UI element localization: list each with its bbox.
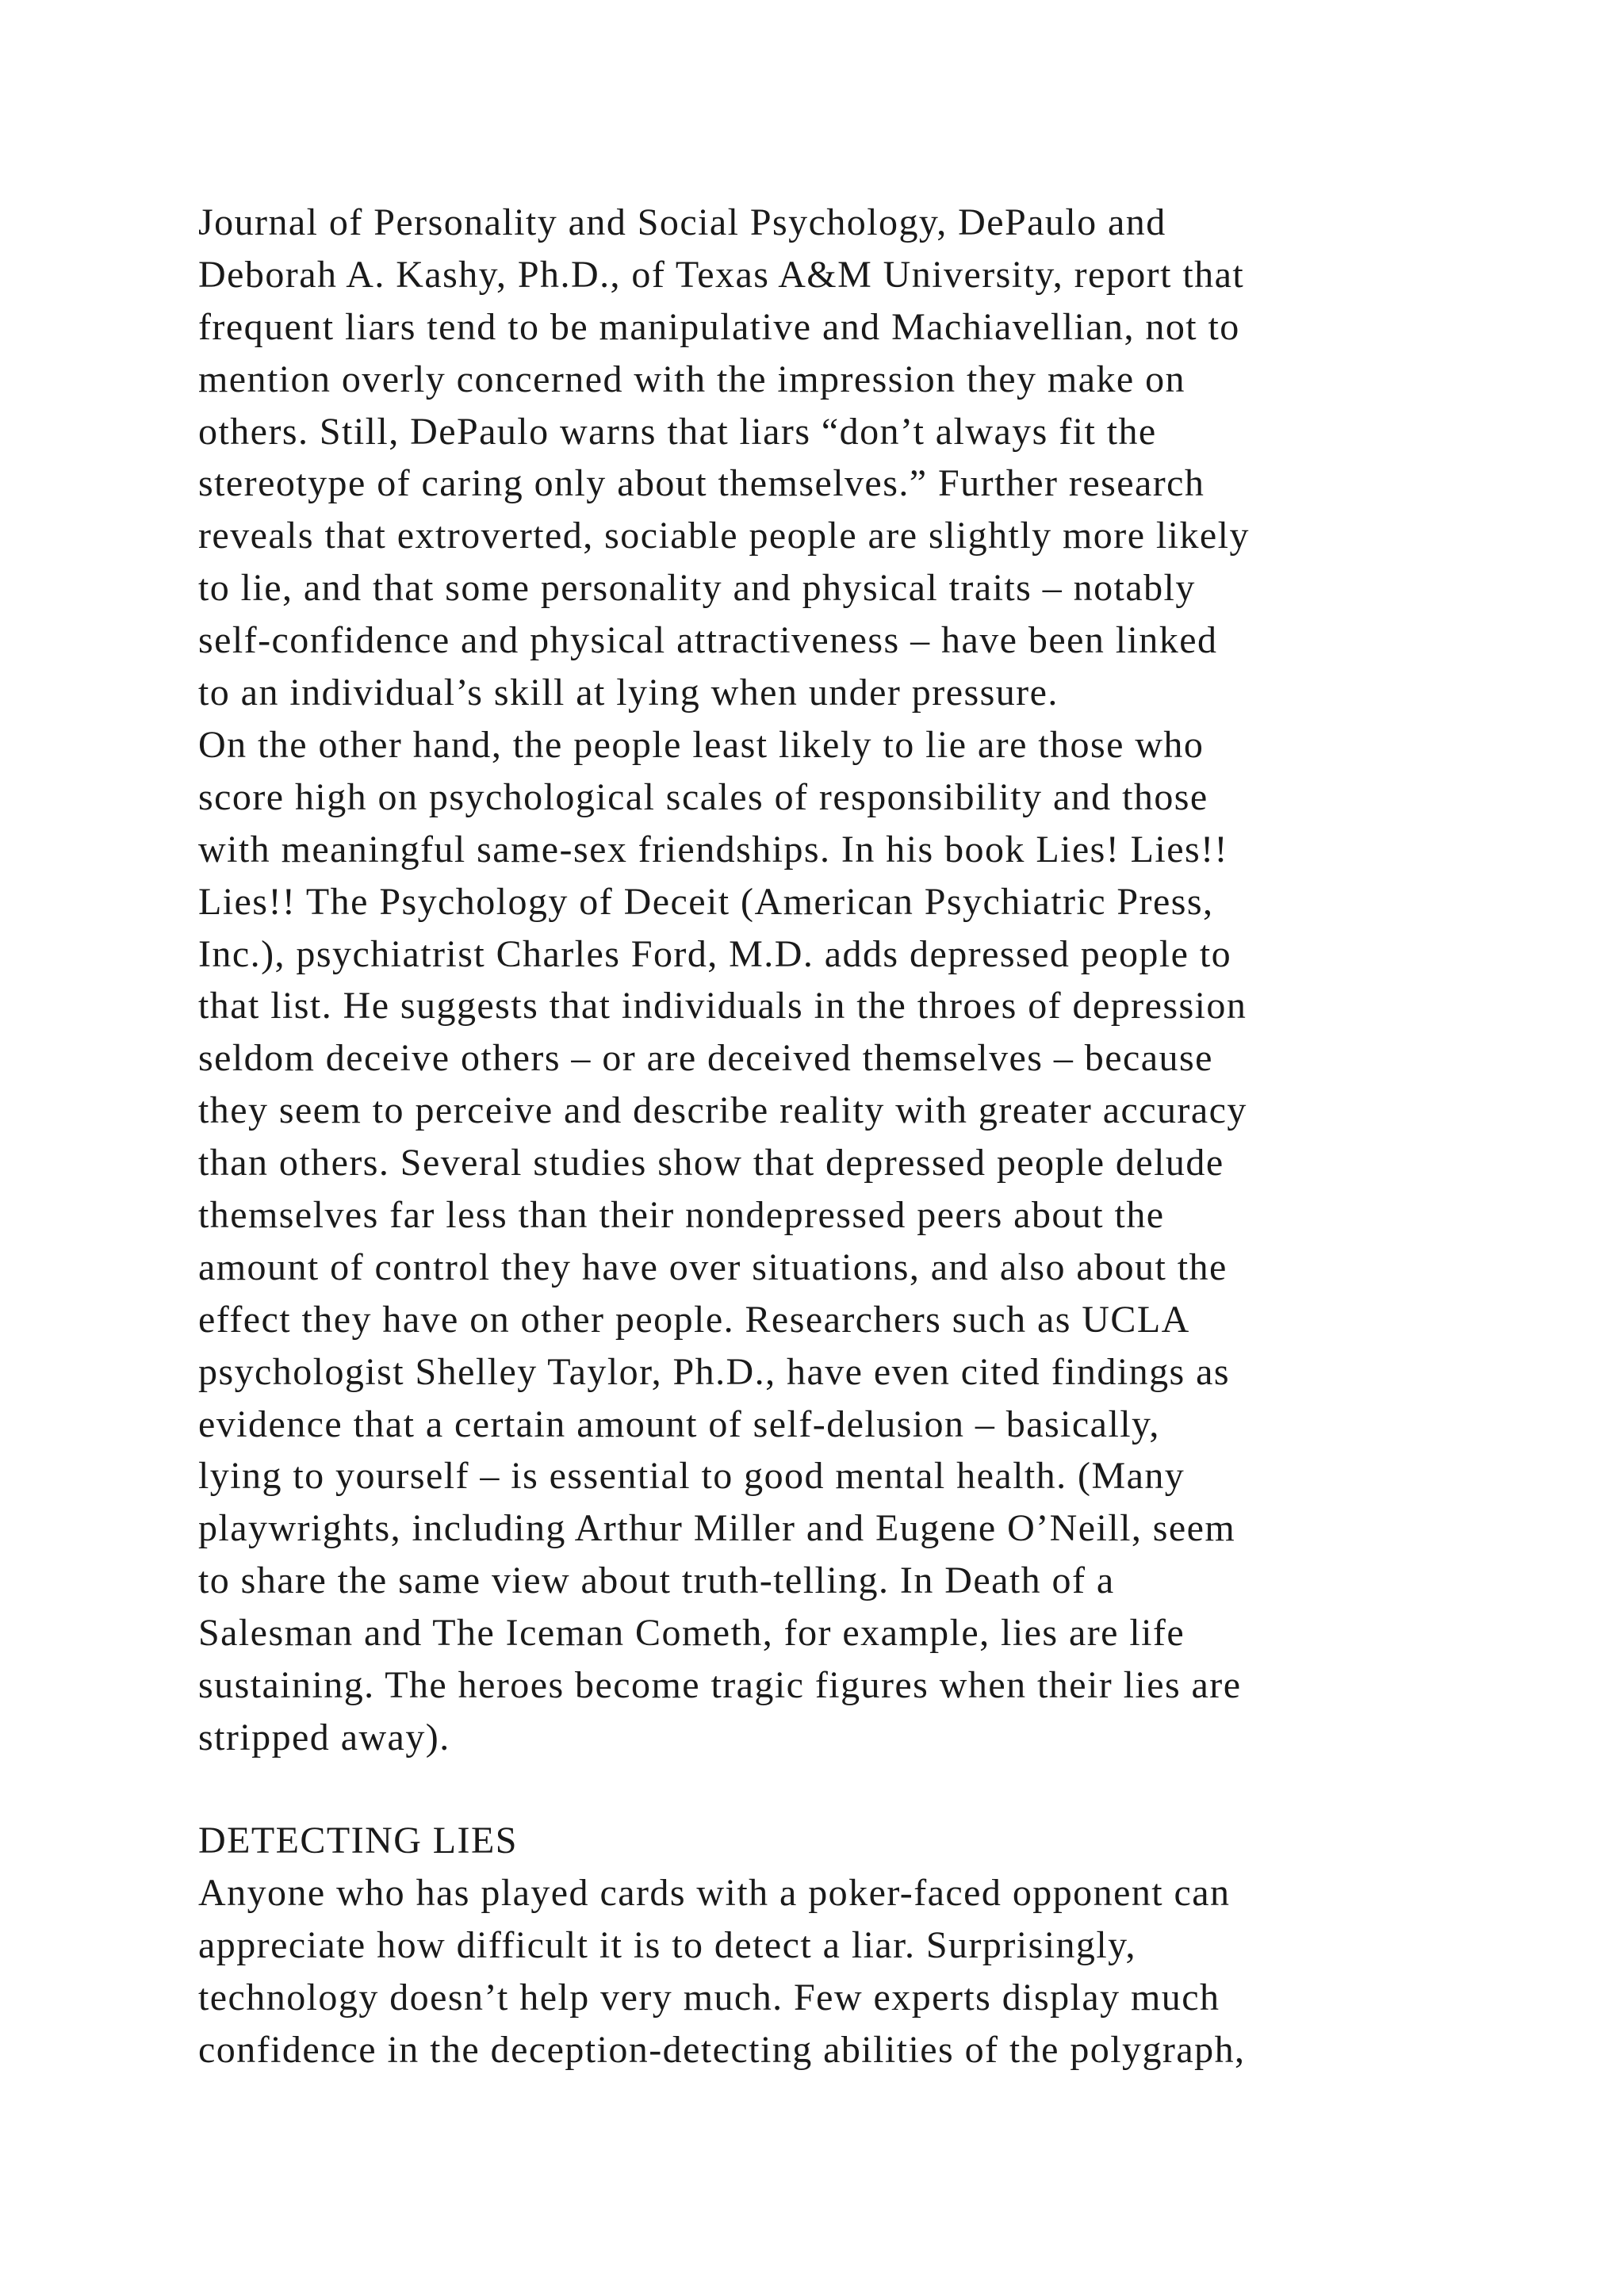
text-line: effect they have on other people. Researchers such as UCLA xyxy=(198,1298,1190,1341)
text-line: Inc.), psychiatrist Charles Ford, M.D. adds depressed people to xyxy=(198,932,1232,975)
text-line: playwrights, including Arthur Miller and Eugene O’Neill, seem xyxy=(198,1507,1236,1550)
paragraph-detecting-lies xyxy=(198,1867,1546,2076)
text-line: psychologist Shelley Taylor, Ph.D., have even cited findings as xyxy=(198,1350,1230,1393)
text-line: Deborah A. Kashy, Ph.D., of Texas A&M University, report that xyxy=(198,253,1245,296)
text-line: Lies!! The Psychology of Deceit (American Psychiatric Press, xyxy=(198,880,1214,923)
text-line: to lie, and that some personality and physical traits – notably xyxy=(198,567,1196,610)
text-line: to share the same view about truth-telling. In Death of a xyxy=(198,1559,1115,1602)
text-line: mention overly concerned with the impression they make on xyxy=(198,358,1186,400)
text-line: that list. He suggests that individuals in the throes of depression xyxy=(198,985,1247,1027)
text-line: evidence that a certain amount of self-delusion – basically, xyxy=(198,1402,1160,1445)
text-line: stripped away). xyxy=(198,1716,450,1758)
text-line: sustaining. The heroes become tragic figures when their lies are xyxy=(198,1664,1242,1707)
text-line: lying to yourself – is essential to good mental health. (Many xyxy=(198,1455,1185,1498)
text-line: frequent liars tend to be manipulative and Machiavellian, not to xyxy=(198,305,1240,348)
paragraph-depaulo-kashy xyxy=(198,197,1546,719)
section-heading xyxy=(198,1815,1546,1867)
text-line: appreciate how difficult it is to detect a liar. Surprisingly, xyxy=(198,1923,1136,1966)
text-line: score high on psychological scales of responsibility and those xyxy=(198,775,1208,818)
text-line: than others. Several studies show that depressed people delude xyxy=(198,1142,1224,1184)
text-line: Salesman and The Iceman Cometh, for example, lies are life xyxy=(198,1612,1185,1655)
paragraph-least-likely-to-lie xyxy=(198,719,1546,1764)
text-line: reveals that extroverted, sociable people are slightly more likely xyxy=(198,515,1250,557)
text-line: themselves far less than their nondepressed peers about the xyxy=(198,1194,1165,1237)
text-line: confidence in the deception-detecting abilities of the polygraph, xyxy=(198,2028,1246,2071)
heading-text: DETECTING LIES xyxy=(198,1820,518,1862)
text-line: others. Still, DePaulo warns that liars “don’t always fit the xyxy=(198,410,1157,453)
text-line: Anyone who has played cards with a poker-faced opponent can xyxy=(198,1872,1231,1914)
text-line: self-confidence and physical attractiveness – have been linked xyxy=(198,619,1218,662)
text-line: seldom deceive others – or are deceived themselves – because xyxy=(198,1037,1213,1080)
text-line: technology doesn’t help very much. Few experts display much xyxy=(198,1976,1220,2019)
text-line: they seem to perceive and describe reality with greater accuracy xyxy=(198,1089,1247,1132)
text-line: to an individual’s skill at lying when under pressure. xyxy=(198,672,1059,714)
text-line: Journal of Personality and Social Psychology, DePaulo and xyxy=(198,201,1166,243)
text-line: stereotype of caring only about themselves.” Further research xyxy=(198,462,1205,505)
text-line: On the other hand, the people least likely to lie are those who xyxy=(198,724,1205,766)
text-line: with meaningful same-sex friendships. In his book Lies! Lies!! xyxy=(198,828,1228,871)
text-line: amount of control they have over situations, and also about the xyxy=(198,1246,1228,1288)
